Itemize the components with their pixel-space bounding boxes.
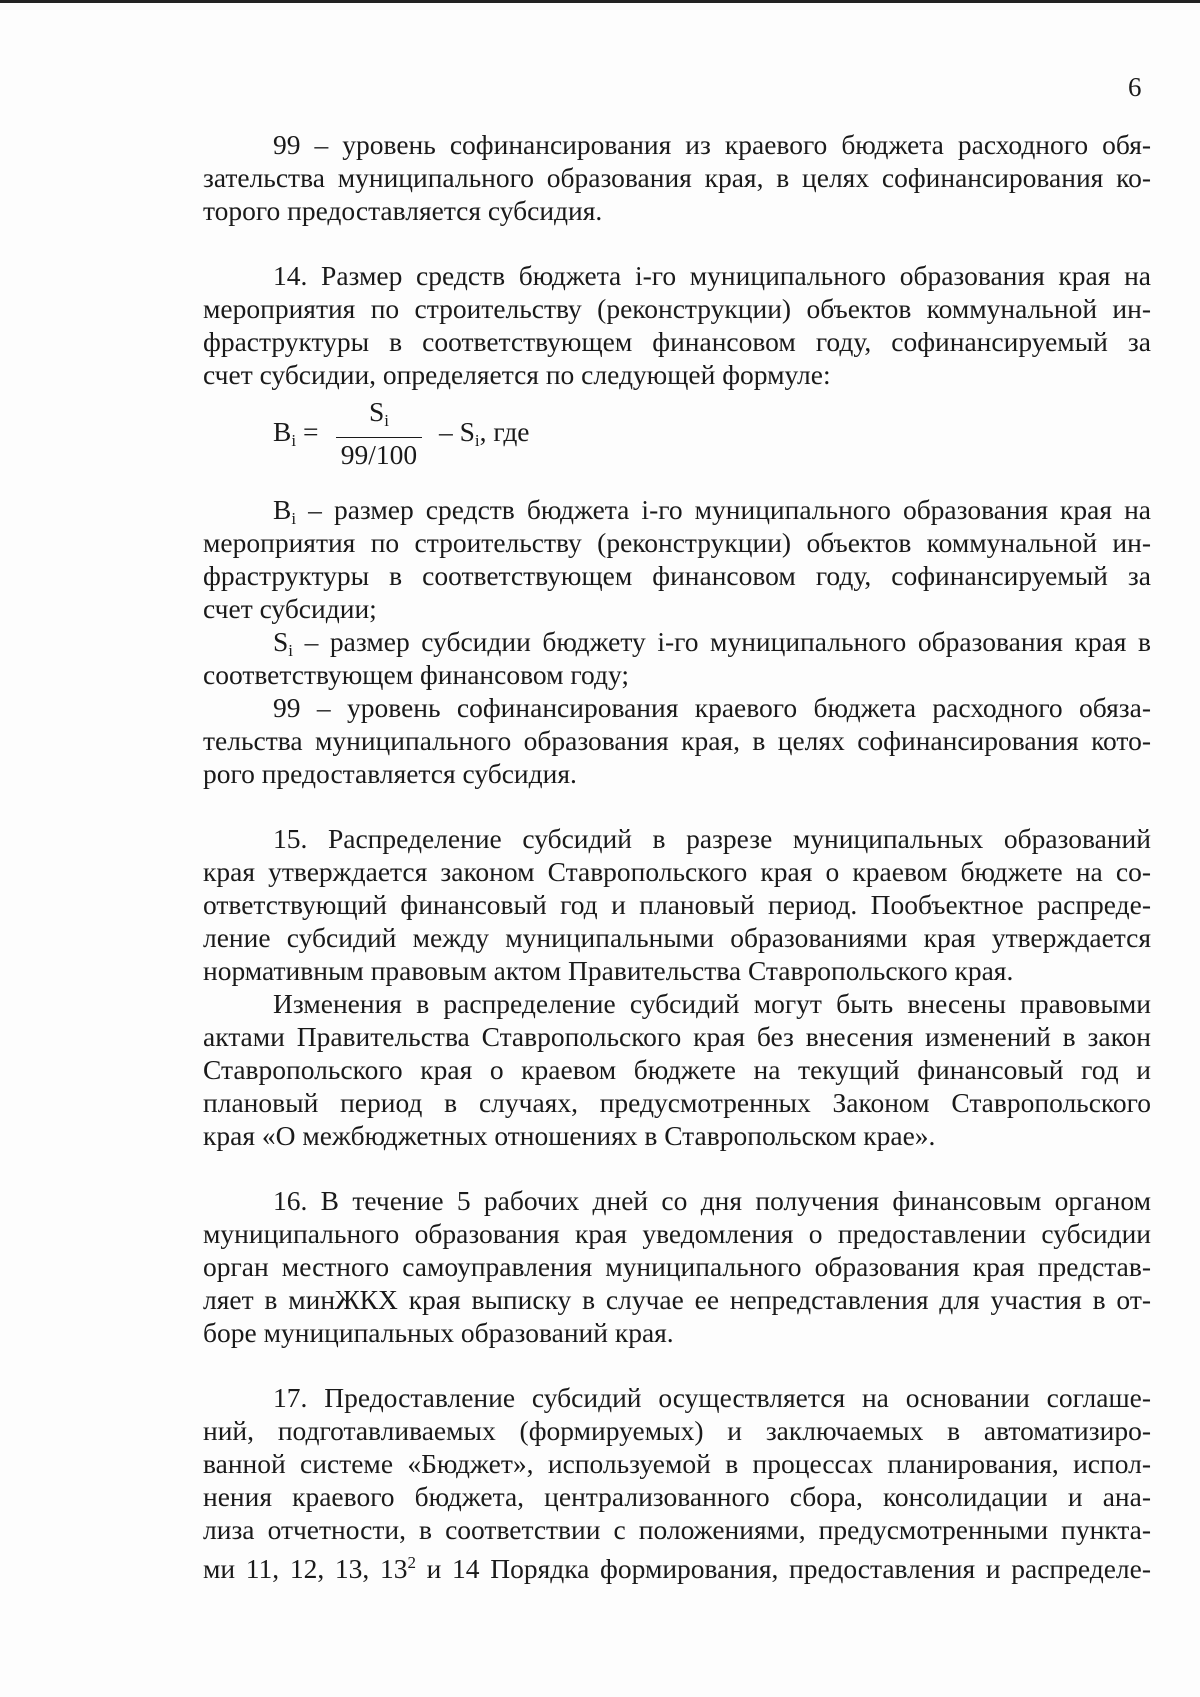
text-line: мероприятия по строительству (реконструкции) объектов коммунальной ин-: [203, 527, 1151, 558]
formula-fraction: [336, 397, 422, 472]
text-line: плановый период в случаях, предусмотренных Законом Ставропольского: [203, 1087, 1151, 1118]
text-line: края утверждается законом Ставропольского края о краевом бюджете на со-: [203, 856, 1151, 887]
fraction-denominator: 99/100: [340, 439, 418, 470]
page-number: 6: [1128, 72, 1142, 102]
text-line: 16. В течение 5 рабочих дней со дня получения финансовым органом: [273, 1185, 1151, 1216]
text-line: ми 11, 12, 13, $13^2$ и 14 Порядка формирования, предоставления и распределе-: [203, 1553, 1151, 1584]
text-line: ление субсидий между муниципальными образованиями края утверждается: [203, 922, 1151, 953]
text-line: фраструктуры в соответствующем финансовом году, софинансируемый за: [203, 326, 1151, 357]
text-line: ний, подготавливаемых (формируемых) и заключаемых в автоматизиро-: [203, 1415, 1151, 1446]
text-line: края «О межбюджетных отношениях в Ставропольском крае».: [203, 1120, 936, 1151]
paragraph-cofinancing-level-1: [203, 128, 1151, 227]
formula-left-side: $B_i$ =: [273, 416, 319, 450]
text-line: 99 – уровень софинансирования краевого бюджета расходного обяза-: [273, 692, 1151, 723]
text-line: 14. Размер средств бюджета i-го муниципального образования края на: [273, 260, 1151, 291]
formula-right-side: – $S_i$, где: [439, 416, 530, 450]
text-line: орган местного самоуправления муниципального образования края представ-: [203, 1251, 1151, 1282]
superscript: 2: [407, 1553, 416, 1572]
text-line: рого предоставляется субсидия.: [203, 758, 577, 789]
text-line: боре муниципальных образований края.: [203, 1317, 674, 1348]
text-line: актами Правительства Ставропольского края без внесения изменений в закон: [203, 1021, 1151, 1052]
definition-si: [203, 625, 1151, 691]
text-line: мероприятия по строительству (реконструкции) объектов коммунальной ин-: [203, 293, 1151, 324]
text-line: ляет в минЖКХ края выписку в случае ее непредставления для участия в от-: [203, 1284, 1151, 1315]
text-line: счет субсидии, определяется по следующей формуле:: [203, 359, 831, 390]
text-line: Изменения в распределение субсидий могут быть внесены правовыми: [273, 988, 1151, 1019]
text-line: торого предоставляется субсидия.: [203, 195, 603, 226]
definition-cofinancing-level: [203, 691, 1151, 790]
document-body: [203, 128, 1151, 1584]
fraction-numerator: $S_i$: [336, 397, 422, 438]
text-line: 99 – уровень софинансирования из краевого бюджета расходного обя-: [273, 129, 1151, 160]
formula: [203, 396, 1151, 481]
text-line: ванной системе «Бюджет», используемой в процессах планирования, испол-: [203, 1448, 1151, 1479]
text-line: тельства муниципального образования края, в целях софинансирования кото-: [203, 725, 1151, 756]
text-line: зательства муниципального образования края, в целях софинансирования ко-: [203, 162, 1151, 193]
text-line: нормативным правовым актом Правительства Ставропольского края.: [203, 955, 1014, 986]
definition-bi: [203, 493, 1151, 625]
scan-top-edge: [0, 0, 1200, 3]
text-line: лиза отчетности, в соответствии с положениями, предусмотренными пункта-: [203, 1514, 1151, 1545]
paragraph-17: [203, 1381, 1151, 1584]
paragraph-16: [203, 1184, 1151, 1349]
text-line: фраструктуры в соответствующем финансовом году, софинансируемый за: [203, 560, 1151, 591]
paragraph-15-changes: [203, 987, 1151, 1152]
text-line: 15. Распределение субсидий в разрезе муниципальных образований: [273, 823, 1151, 854]
text-line: $B_i$ – размер средств бюджета i-го муниципального образования края на: [273, 494, 1151, 528]
paragraph-15: [203, 822, 1151, 987]
paragraph-14: [203, 259, 1151, 391]
text-line: нения краевого бюджета, централизованного сбора, консолидации и ана-: [203, 1481, 1151, 1512]
text-line: соответствующем финансовом году;: [203, 659, 629, 690]
text-line: ответствующий финансовый год и плановый период. Пообъектное распреде-: [203, 889, 1151, 920]
text-line: 17. Предоставление субсидий осуществляется на основании соглаше-: [273, 1382, 1151, 1413]
text-line: Ставропольского края о краевом бюджете на текущий финансовый год и: [203, 1054, 1151, 1085]
text-line: $S_i$ – размер субсидии бюджету i-го муниципального образования края в: [273, 626, 1151, 660]
text-line: счет субсидии;: [203, 593, 377, 624]
text-line: муниципального образования края уведомления о предоставлении субсидии: [203, 1218, 1151, 1249]
